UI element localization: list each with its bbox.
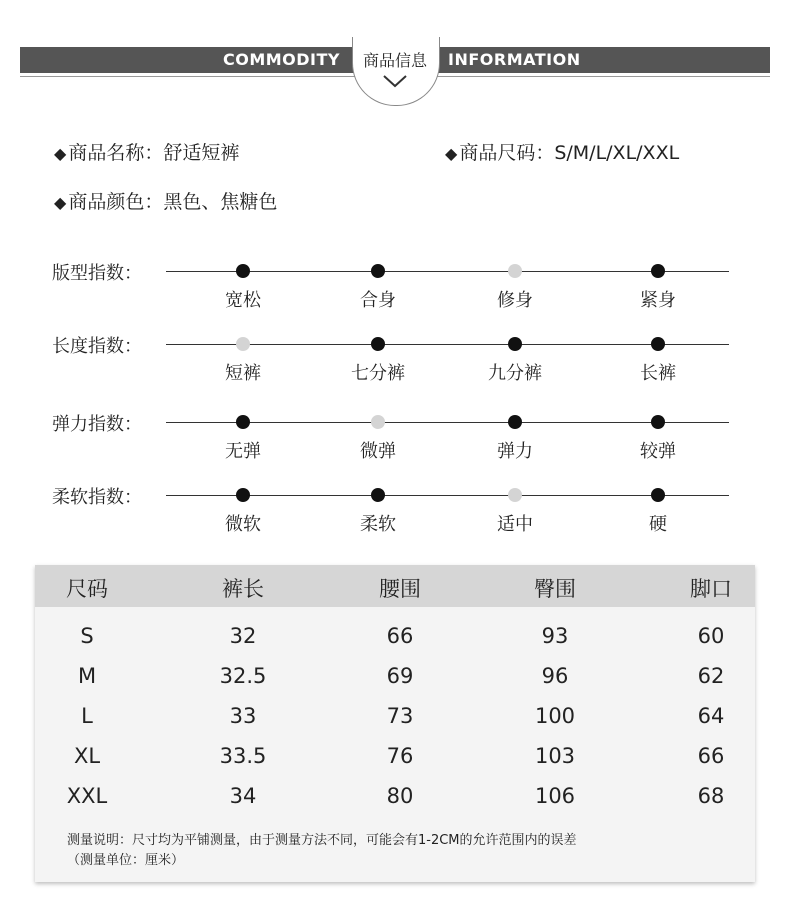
- scale-option-label: 七分裤: [351, 363, 405, 384]
- info-product-size: [445, 138, 679, 165]
- header-right-text: INFORMATION: [448, 50, 581, 69]
- table-cell: XXL: [66, 784, 108, 808]
- product-color-text: 商品颜色：黑色、焦糖色: [68, 191, 278, 213]
- scale-line: [166, 495, 729, 496]
- table-header-cell: 裤长: [222, 577, 264, 601]
- scale-dot-inactive: [508, 264, 522, 278]
- product-name-text: 商品名称：舒适短裤: [68, 142, 240, 164]
- header-title: 商品信息: [362, 51, 427, 70]
- scale-label: 长度指数：: [52, 336, 142, 357]
- table-cell: 34: [229, 784, 257, 808]
- scale-dot-active: [651, 488, 665, 502]
- scale-dot-inactive: [371, 415, 385, 429]
- scale-dot-active: [236, 488, 250, 502]
- scale-dot-active: [371, 337, 385, 351]
- scale-option-label: 修身: [497, 290, 533, 311]
- scale-option-label: 短裤: [225, 363, 261, 384]
- scale-dot-active: [236, 264, 250, 278]
- scale-dot-active: [508, 337, 522, 351]
- scale-dot-active: [651, 415, 665, 429]
- table-cell: 106: [534, 784, 576, 808]
- table-cell: XL: [73, 744, 101, 768]
- scale-dot-active: [651, 264, 665, 278]
- table-cell: 103: [534, 744, 576, 768]
- chevron-down-icon: [382, 72, 408, 90]
- scale-option-label: 硬: [649, 514, 667, 535]
- scale-option-label: 无弹: [225, 441, 261, 462]
- table-cell: 33.5: [219, 744, 267, 768]
- table-header-cell: 臀围: [534, 577, 576, 601]
- table-cell: L: [81, 704, 93, 728]
- table-cell: 73: [386, 704, 414, 728]
- table-cell: M: [77, 664, 97, 688]
- table-cell: 100: [534, 704, 576, 728]
- info-product-name: [54, 138, 239, 165]
- scale-option-label: 较弹: [640, 441, 676, 462]
- scale-dot-active: [371, 488, 385, 502]
- scale-option-label: 微软: [225, 514, 261, 535]
- diamond-icon: ◆: [54, 144, 67, 163]
- table-cell: 68: [697, 784, 725, 808]
- table-header-cell: 腰围: [379, 577, 421, 601]
- table-cell: 62: [697, 664, 725, 688]
- scale-dot-active: [651, 337, 665, 351]
- table-cell: 32.5: [219, 664, 267, 688]
- scale-label: 版型指数：: [52, 263, 142, 284]
- scale-option-label: 柔软: [360, 514, 396, 535]
- measurement-unit-note: （测量单位：厘米）: [67, 853, 185, 868]
- size-table-header: [35, 565, 755, 607]
- scale-option-label: 适中: [497, 514, 533, 535]
- scale-option-label: 合身: [360, 290, 396, 311]
- scale-dot-active: [236, 415, 250, 429]
- table-header-cell: 尺码: [66, 577, 108, 601]
- table-cell: 64: [697, 704, 725, 728]
- scale-option-label: 微弹: [360, 441, 396, 462]
- table-cell: 69: [386, 664, 414, 688]
- scale-label: 弹力指数：: [52, 414, 142, 435]
- diamond-icon: ◆: [54, 193, 67, 212]
- diamond-icon: ◆: [445, 144, 458, 163]
- scale-option-label: 紧身: [640, 290, 676, 311]
- product-size-text: 商品尺码：S/M/L/XL/XXL: [459, 142, 680, 164]
- table-cell: S: [80, 624, 94, 648]
- table-cell: 76: [386, 744, 414, 768]
- scale-line: [166, 422, 729, 423]
- scale-line: [166, 344, 729, 345]
- table-cell: 33: [229, 704, 257, 728]
- scale-option-label: 长裤: [640, 363, 676, 384]
- scale-option-label: 宽松: [225, 290, 261, 311]
- scale-dot-active: [371, 264, 385, 278]
- scale-option-label: 九分裤: [488, 363, 542, 384]
- table-cell: 60: [697, 624, 725, 648]
- info-product-color: [54, 187, 277, 214]
- table-cell: 93: [541, 624, 569, 648]
- measurement-note: 测量说明：尺寸均为平铺测量，由于测量方法不同，可能会有1-2CM的允许范围内的误差: [67, 833, 577, 848]
- scale-line: [166, 271, 729, 272]
- scale-dot-inactive: [508, 488, 522, 502]
- table-cell: 80: [386, 784, 414, 808]
- scale-dot-active: [508, 415, 522, 429]
- header-left-text: COMMODITY: [222, 50, 340, 69]
- table-cell: 96: [541, 664, 569, 688]
- size-table: [35, 565, 755, 882]
- table-cell: 66: [386, 624, 414, 648]
- scale-option-label: 弹力: [497, 441, 533, 462]
- scale-dot-inactive: [236, 337, 250, 351]
- table-cell: 66: [697, 744, 725, 768]
- table-header-cell: 脚口: [690, 577, 732, 601]
- table-cell: 32: [229, 624, 257, 648]
- scale-label: 柔软指数：: [52, 487, 142, 508]
